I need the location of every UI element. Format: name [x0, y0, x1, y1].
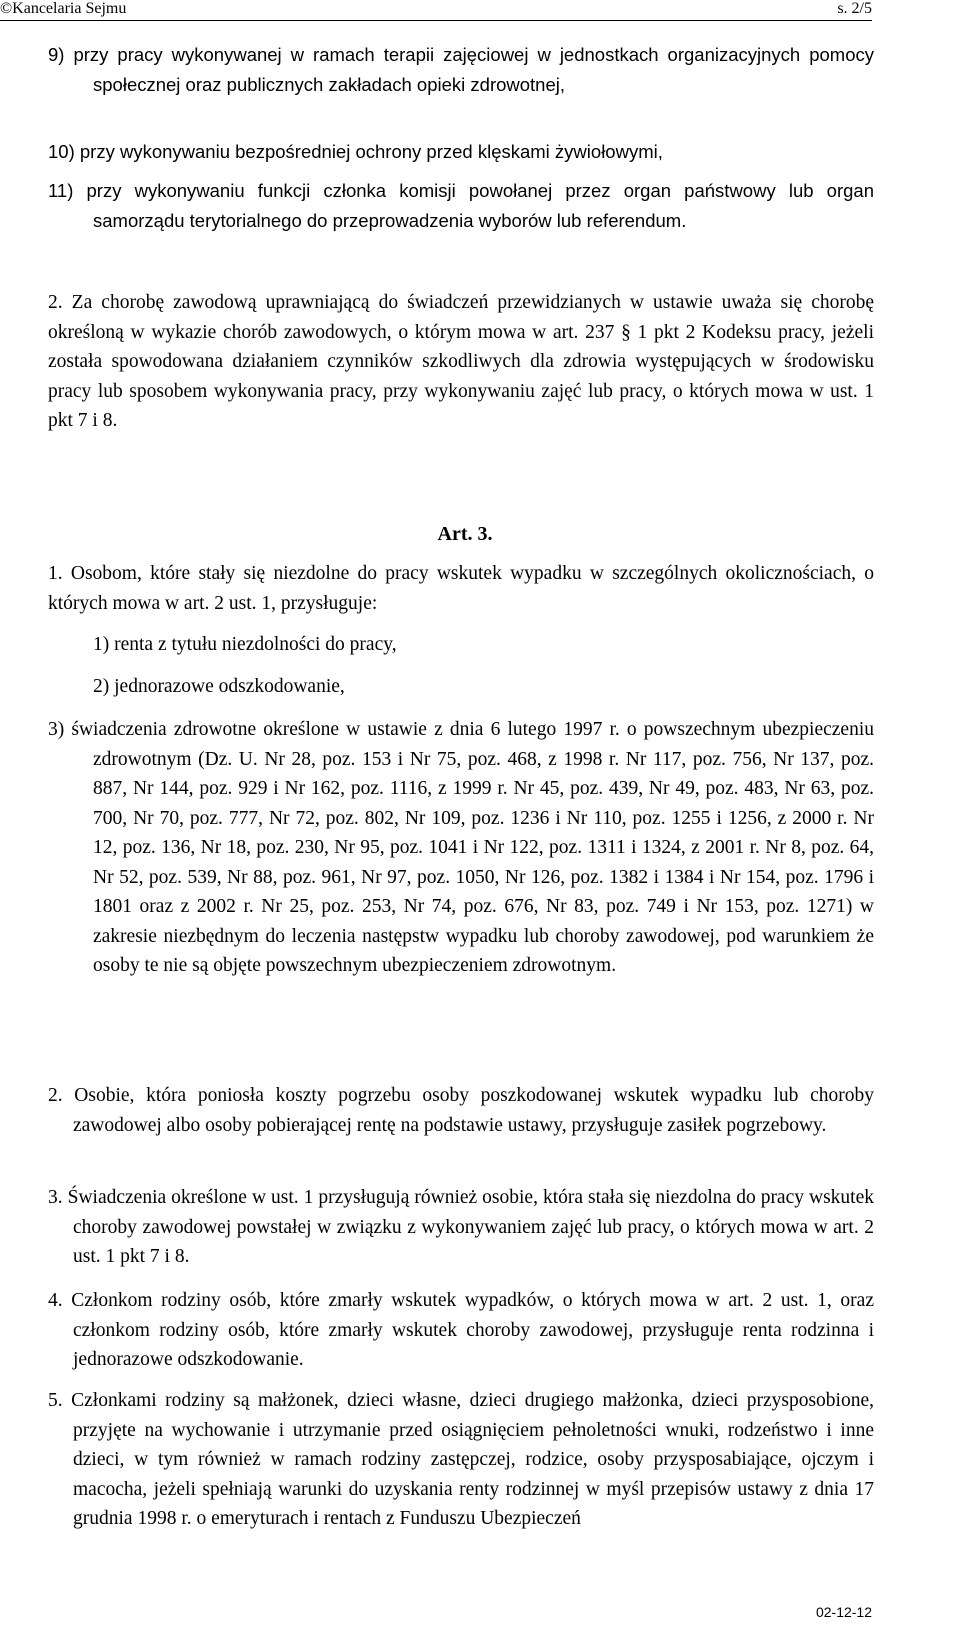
page-header: [0, 0, 960, 20]
item-11: 11) przy wykonywaniu funkcji członka komisji powołanej przez organ państwowy lub organ samorządu terytorialnego do przeprowadzenia wyborów lub referendum.: [48, 180, 874, 231]
art3-list-item-2: 2) jednorazowe odszkodowanie,: [93, 676, 345, 697]
art3-section-3: 3. Świadczenia określone w ust. 1 przysługują również osobie, która stała się niezdolna do pracy wskutek choroby zawodowej powstałej w związku z wykonywaniem zajęć lub pracy, o których mowa w art. 2 ust. 1 pkt 7 i 8.: [48, 1187, 874, 1267]
article-heading: Art. 3.: [437, 523, 493, 545]
art3-section-2: 2. Osobie, która poniosła koszty pogrzebu osoby poszkodowanej wskutek wypadku lub choroby zawodowej albo osoby pobierającej rentę na podstawie ustawy, przysługuje zasiłek pogrzebowy.: [48, 1085, 874, 1136]
header-divider: [0, 20, 872, 21]
art3-list-item-3: 3) świadczenia zdrowotne określone w ustawie z dnia 6 lutego 1997 r. o powszechnym ubezpieczeniu zdrowotnym (Dz. U. Nr 28, poz. 153 i Nr 75, poz. 468, z 1998 r. Nr 117, poz. 756, Nr 137, poz. 887, Nr 144, poz. 929 i Nr 162, poz. 1116, z 1999 r. Nr 45, poz. 439, Nr 49, poz. 483, Nr 63, poz. 700, Nr 70, poz. 777, Nr 72, poz. 802, Nr 109, poz. 1236 i Nr 110, poz. 1255 i 1256, z 2000 r. Nr 12, poz. 136, Nr 18, poz. 230, Nr 95, poz. 1041 i Nr 122, poz. 1311 i 1324, z 2001 r. Nr 8, poz. 64, Nr 52, poz. 539, Nr 88, poz. 961, Nr 97, poz. 1050, Nr 126, poz. 1382 i 1384 i Nr 154, poz. 1796 i 1801 oraz z 2002 r. Nr 25, poz. 253, Nr 74, poz. 676, Nr 83, poz. 749 i Nr 153, poz. 1271) w zakresie niezbędnym do leczenia następstw wypadku lub choroby zawodowej, pod warunkiem że osoby te nie są objęte powszechnym ubezpieczeniem zdrowotnym.: [48, 719, 874, 976]
art2-section-2: 2. Za chorobę zawodową uprawniającą do świadczeń przewidzianych w ustawie uważa się chorobę określoną w wykazie chorób zawodowych, o którym mowa w art. 237 § 1 pkt 2 Kodeksu pracy, jeżeli została spowodowana działaniem czynników szkodliwych dla zdrowia występujących w środowisku pracy lub sposobem wykonywania pracy, przy wykonywaniu zajęć lub pracy, o których mowa w ust. 1 pkt 7 i 8.: [48, 292, 874, 431]
art3-section-4: 4. Członkom rodziny osób, które zmarły wskutek wypadków, o których mowa w art. 2 ust. 1, oraz członkom rodziny osób, które zmarły wskutek choroby zawodowej, przysługuje renta rodzinna i jednorazowe odszkodowanie.: [48, 1290, 874, 1370]
art3-section-1: 1. Osobom, które stały się niezdolne do pracy wskutek wypadku w szczególnych okolicznościach, o których mowa w art. 2 ust. 1, przysługuje:: [48, 563, 874, 614]
item-10: 10) przy wykonywaniu bezpośredniej ochrony przed klęskami żywiołowymi,: [48, 141, 663, 162]
art3-list-item-1: 1) renta z tytułu niezdolności do pracy,: [93, 634, 397, 655]
copyright-label: ©Kancelaria Sejmu: [0, 0, 127, 17]
art3-section-5: 5. Członkami rodziny są małżonek, dzieci własne, dzieci drugiego małżonka, dzieci przysposobione, przyjęte na wychowanie i utrzymanie przed osiągnięciem pełnoletności wnuki, rodzeństwo i inne dzieci, w tym również w ramach rodziny zastępczej, rodzice, osoby przysposabiające, ojczym i macocha, jeżeli spełniają warunki do uzyskania renty rodzinnej w myśl przepisów ustawy z dnia 17 grudnia 1998 r. o emeryturach i rentach z Funduszu Ubezpieczeń: [48, 1390, 874, 1529]
item-9: 9) przy pracy wykonywanej w ramach terapii zajęciowej w jednostkach organizacyjnych pomocy społecznej oraz publicznych zakładach opieki zdrowotnej,: [48, 44, 874, 95]
page-number: s. 2/5: [837, 0, 872, 17]
footer-date: 02-12-12: [815, 1604, 872, 1620]
